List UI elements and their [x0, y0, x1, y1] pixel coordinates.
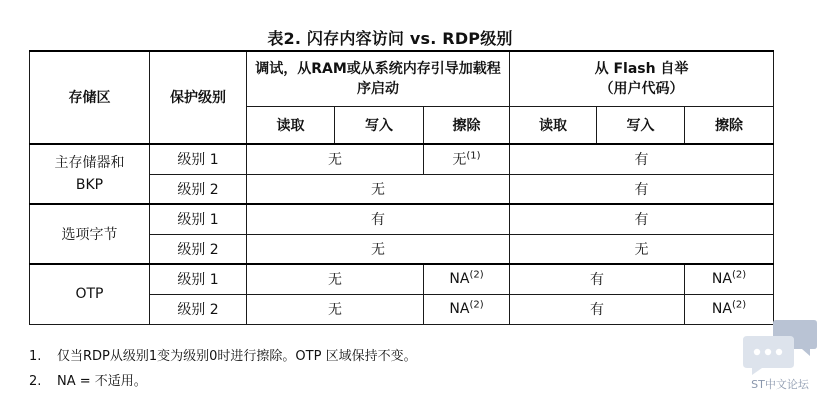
header-debug-erase: 擦除 [424, 106, 510, 144]
footnote-number: 2. [29, 374, 42, 389]
header-debug-group-text: 调试，从RAM或从系统内存引导加载程序启动 [255, 60, 501, 97]
header-debug-group [247, 51, 510, 106]
header-flash-group [510, 51, 774, 106]
header-storage-area: 存储区 [30, 51, 150, 144]
header-flash-read: 读取 [510, 106, 597, 144]
flash-cell: 有 [510, 174, 774, 204]
header-flash-erase: 擦除 [685, 106, 774, 144]
level-cell: 级别 2 [150, 234, 247, 264]
header-protection-level: 保护级别 [150, 51, 247, 144]
footnote-ref: (2) [469, 269, 484, 281]
header-flash-line1: 从 Flash 自举 [594, 60, 689, 77]
header-debug-write: 写入 [335, 106, 424, 144]
footnote-text: NA = 不适用。 [57, 374, 147, 389]
flash-rw-cell: 有 [510, 294, 685, 324]
level-cell: 级别 1 [150, 264, 247, 294]
footnote-1 [29, 345, 417, 364]
footnote-ref: (2) [731, 299, 747, 311]
rdp-access-table [29, 50, 774, 325]
table-row [30, 264, 774, 294]
table-title: 表2. 闪存内容访问 vs. RDP级别 [267, 29, 513, 48]
debug-rw-cell: 无 [247, 294, 424, 324]
header-debug-read: 读取 [247, 106, 335, 144]
level-cell: 级别 2 [150, 294, 247, 324]
flash-erase-value: NA [711, 301, 732, 317]
debug-erase-value: 无 [452, 152, 467, 169]
watermark [742, 318, 818, 396]
footnote-ref: (2) [469, 299, 484, 311]
table-row [30, 144, 774, 174]
footnote-2 [29, 370, 147, 389]
level-cell: 级别 2 [150, 174, 247, 204]
chat-bubble-icon [742, 318, 818, 376]
header-flash-write: 写入 [597, 106, 685, 144]
storage-area-cell: OTP [30, 264, 150, 324]
level-cell: 级别 1 [150, 204, 247, 234]
footnote-ref: (2) [731, 269, 747, 281]
debug-erase-cell [424, 144, 510, 174]
debug-erase-cell [424, 264, 510, 294]
storage-area-label: 主存储器和BKP [54, 155, 125, 193]
level-cell: 级别 1 [150, 144, 247, 174]
debug-erase-cell [424, 294, 510, 324]
table-row [30, 204, 774, 234]
watermark-label: ST中文论坛 [751, 378, 809, 391]
storage-area-cell [30, 144, 150, 204]
debug-all-cell: 有 [247, 204, 510, 234]
flash-erase-cell [685, 264, 774, 294]
flash-cell: 无 [510, 234, 774, 264]
header-flash-line2: （用户代码） [599, 80, 684, 97]
footnote-number: 1. [29, 349, 42, 364]
flash-cell: 有 [510, 204, 774, 234]
debug-rw-cell: 无 [247, 144, 424, 174]
flash-rw-cell: 有 [510, 264, 685, 294]
debug-rw-cell: 无 [247, 264, 424, 294]
debug-erase-value: NA [449, 301, 470, 317]
flash-cell: 有 [510, 144, 774, 174]
debug-all-cell: 无 [247, 234, 510, 264]
debug-all-cell: 无 [247, 174, 510, 204]
flash-erase-value: NA [711, 271, 732, 288]
footnote-ref: (1) [466, 150, 481, 162]
footnote-text: 仅当RDP从级别1变为级别0时进行擦除。OTP 区域保持不变。 [57, 349, 417, 364]
storage-area-cell: 选项字节 [30, 204, 150, 264]
debug-erase-value: NA [449, 271, 470, 288]
